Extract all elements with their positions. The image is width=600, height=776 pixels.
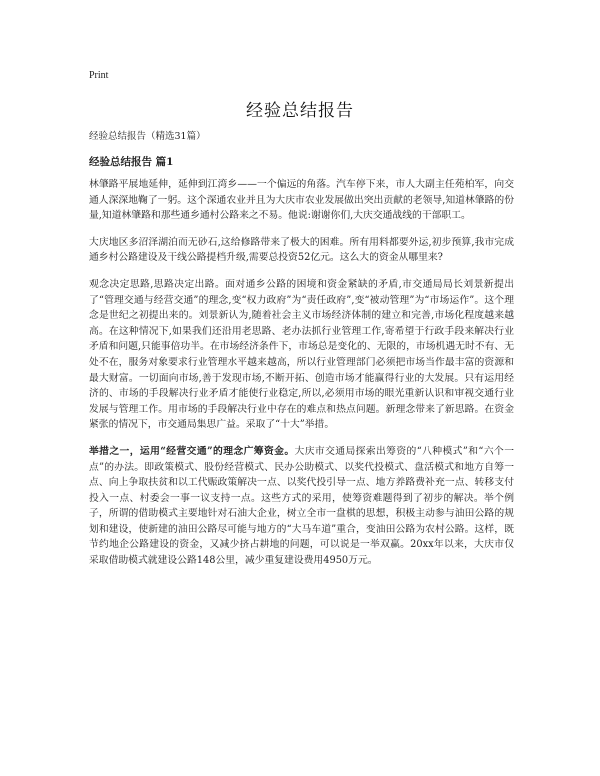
measure-one-lead: 举措之一，运用“经营交通”的理念广筹资金。: [89, 445, 295, 457]
paragraph-3: 观念决定思路,思路决定出路。面对通乡公路的困境和资金紧缺的矛盾,市交通局局长刘景新提出了“管理交通与经营交通”的理念,变“权力政府”为“责任政府”,变“被动管理”为“市场运作”。这个理念是世纪之初提出来的。刘景新认为,随着社会主义市场经济体制的建立和完善,市场化程度越来越高。在这种情况下,如果我们还沿用老思路、老办法抓行业管理工作,寄希望于行政手段来解决行业矛盾和问题,只能事倍功半。在市场经济条件下，市场总是变化的、无限的，市场机遇无时不有、无处不在，服务对象要求行业管理水平越来越高，所以行业管理部门必须把市场当作最丰富的资源和最大财富。一切面向市场,善于发现市场,不断开拓、创造市场才能赢得行业的大发展。只有运用经济的、市场的手段解决行业矛盾才能使行业稳定,所以,必须用市场的眼光重新认识和审视交通行业发展与管理工作。用市场的手段解决行业中存在的难点和热点问题。新理念带来了新思路。在资金紧张的情况下，市交通局集思广益。采取了“十大”举措。: [89, 278, 514, 431]
paragraph-2: 大庆地区多沼泽湖泊而无砂石,这给修路带来了极大的困难。所有用料都要外运,初步预算,我市完成通乡村公路建设及干线公路提档升级,需要总投资52亿元。这么大的资金从哪里来?: [89, 236, 514, 264]
article-body: [89, 130, 514, 580]
print-link[interactable]: Print: [89, 70, 109, 81]
section-heading: 经验总结报告 篇1: [89, 156, 174, 168]
measure-one-text: 大庆市交通局探索出筹资的“八种模式”和“六个一点”的办法。即政策模式、股份经营模式、民办公助模式、以奖代投模式、盘活模式和地方自筹一点、向上争取扶贫和以工代赈政策解决一点、以奖代投引导一点、地方养路费补充一点、转移支付投入一点、村委会一事一议支持一点。这些方式的采用，使筹资难题得到了初步的解决。举个例子，所谓的借助模式主要地针对石油大企业，树立全市一盘棋的思想，积极主动参与油田公路的规划和建设，使新建的油田公路尽可能与地方的“大马车道”重合，变油田公路为农村公路。这样，既节约地企公路建设的资金，又减少挤占耕地的问题，可以说是一举双赢。20xx年以来，大庆市仅采取借助模式就建设公路148公里，减少重复建设费用4950万元。: [89, 445, 514, 567]
paragraph-1: 林肇路平展地延伸，延伸到江湾乡——一个偏远的角落。汽车停下来，市人大副主任苑柏军，向交通人深深地鞠了一躬。这个深通农业并且为大庆市农业发展做出突出贡献的老领导,知道林肇路的份量,知道林肇路和那些通乡通村公路来之不易。他说:谢谢你们,大庆交通战线的干部职工。: [89, 179, 514, 222]
document-subtitle: 经验总结报告（精选31篇）: [89, 131, 206, 142]
paragraph-4: [89, 444, 514, 569]
page-title: 经验总结报告: [246, 101, 354, 121]
